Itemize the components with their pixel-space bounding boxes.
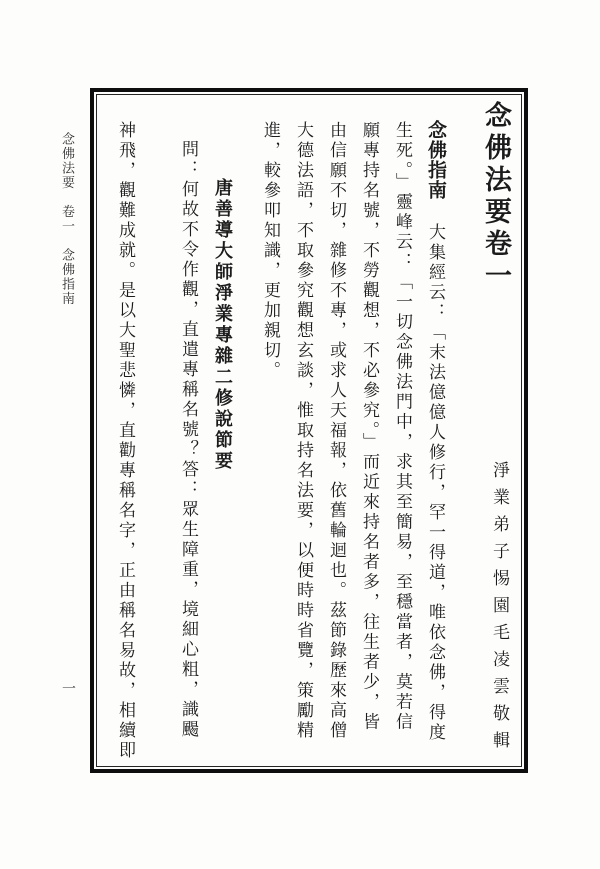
text-column: 願專持名號，不勞觀想，不必參究。」而近來持名者多，往生者少，皆 (360, 121, 379, 733)
compiler-credit: 淨業弟子惕園毛凌雲敬輯 (490, 461, 509, 758)
text-column: 神飛，觀難成就。是以大聖悲憐，直勸專稱名字，正由稱名易故，相續即 (116, 121, 135, 761)
page-number: 一 (60, 681, 75, 695)
section-heading-nianfo-zhinan: 念佛指南 (425, 120, 446, 200)
text-column: 由信願不切，雜修不專，或求人天福報，依舊輪迴也。茲節錄歷來高僧 (327, 121, 346, 741)
chapter-title: 念佛法要卷一 (481, 101, 511, 293)
text-column: 大德法語，不取參究觀想玄談，惟取持名法要，以便時時省覽，策勵精 (294, 121, 313, 741)
text-column: 大集經云：「末法億億人修行，罕一得道，唯依念佛，得度 (426, 223, 445, 743)
text-column: 生死。」靈峰云：「一切念佛法門中，求其至簡易，至穩當者，莫若信 (393, 121, 412, 733)
text-column: 問：何故不令作觀，直遣專稱名號？答：眾生障重，境細心粗，識颺 (179, 140, 198, 740)
section-heading-shandao-jieyao: 唐善導大師淨業專雜二修說節要 (213, 178, 233, 472)
text-column: 進，較參叩知識，更加親切。 (261, 121, 280, 381)
running-title: 念佛法要 卷一 念佛指南 (60, 132, 75, 306)
